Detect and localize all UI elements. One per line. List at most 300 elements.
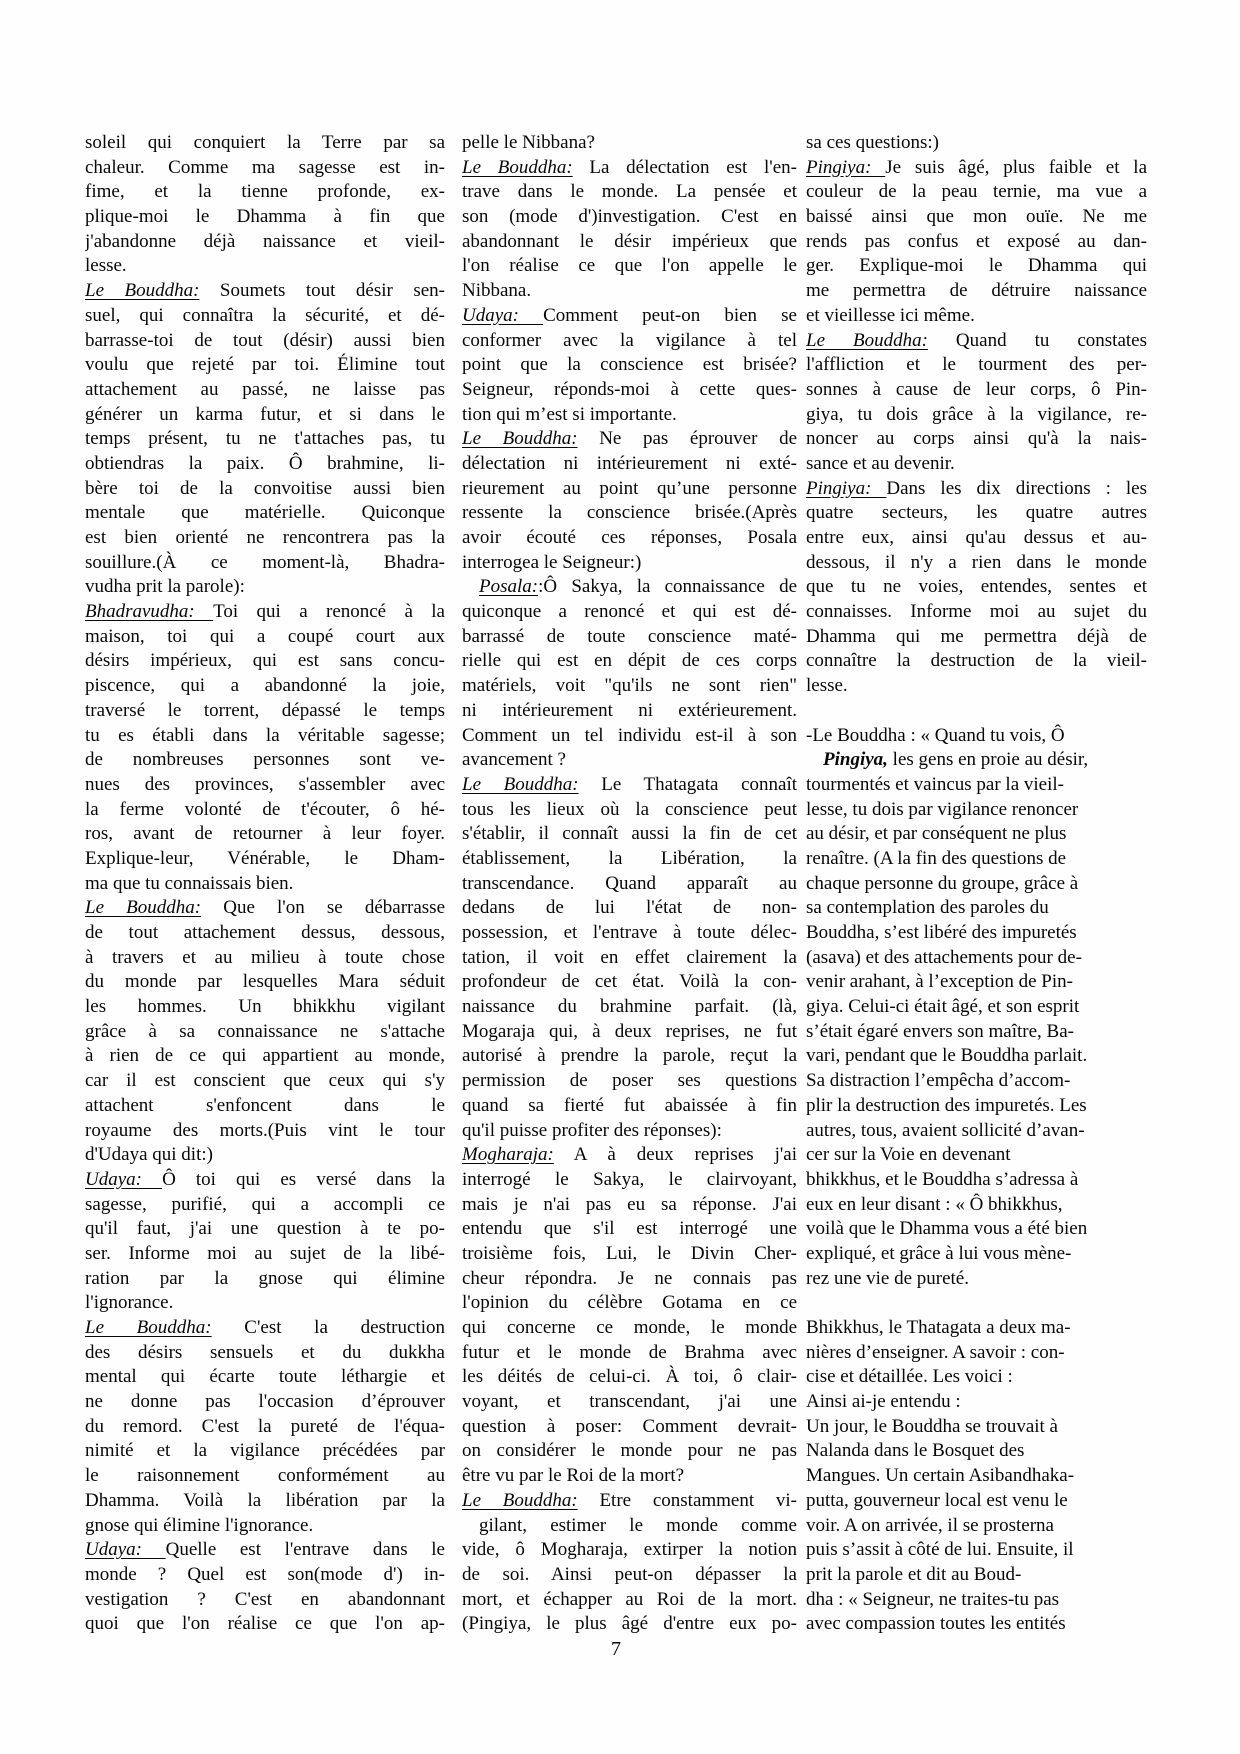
text-line: [85, 773, 445, 798]
text-line: [85, 1217, 445, 1242]
text-run: suel, qui connaîtra la sécurité, et dé-: [85, 304, 445, 326]
text-run: ni intérieurement ni extérieurement.: [462, 699, 797, 721]
text-run: les gens en proie au désir,: [887, 749, 1089, 771]
text-line: [462, 329, 797, 354]
text-run: d'Udaya qui dit:): [85, 1144, 213, 1166]
text-line: [85, 798, 445, 823]
speaker-label: Le Bouddha:: [85, 1317, 212, 1338]
text-line: [85, 748, 445, 773]
text-run: (asava) et des attachements pour de-: [806, 946, 1082, 968]
text-run: couleur de la peau ternie, ma vue a: [806, 181, 1147, 203]
text-run: rielle qui est en dépit de ces corps: [462, 650, 797, 672]
text-run: vestigation ? C'est en abandonnant: [85, 1588, 445, 1610]
text-run: cer sur la Voie en devenant: [806, 1144, 1011, 1166]
text-line: [462, 1193, 797, 1218]
text-line: [806, 1267, 1147, 1292]
text-run: ma que tu connaissais bien.: [85, 872, 294, 894]
text-run: cise et détaillée. Les voici :: [806, 1366, 1013, 1388]
text-line: [806, 551, 1147, 576]
text-run: baissé ainsi que mon ouïe. Ne me: [806, 206, 1147, 228]
text-line: [806, 353, 1147, 378]
text-line: [462, 1415, 797, 1440]
text-line: [85, 724, 445, 749]
text-line: [462, 822, 797, 847]
text-run: établissement, la Libération, la: [462, 847, 797, 869]
text-run: ros, avant de retourner à leur foyer.: [85, 823, 445, 845]
text-line: [85, 649, 445, 674]
text-line: [85, 452, 445, 477]
text-line: [462, 501, 797, 526]
text-line: [85, 1612, 445, 1637]
text-run: Sa distraction l’empêcha d’accom-: [806, 1070, 1071, 1092]
text-line: [462, 1341, 797, 1366]
text-line: [806, 921, 1147, 946]
text-run: eux en leur disant : « Ô bhikkhus,: [806, 1193, 1063, 1215]
text-line: [462, 1217, 797, 1242]
text-line: [85, 1094, 445, 1119]
speaker-label: Udaya:: [462, 304, 544, 326]
text-line: [85, 1464, 445, 1489]
text-line: [462, 1439, 797, 1464]
text-line: [462, 1020, 797, 1045]
text-run: profondeur de cet état. Voilà la con-: [462, 971, 797, 993]
text-run: gilant, estimer le monde comme: [479, 1514, 797, 1536]
text-run: qui concerne ce monde, le monde: [462, 1317, 797, 1338]
text-line: [806, 1291, 1147, 1316]
text-line: [462, 995, 797, 1020]
text-run: tourmentés et vaincus par la vieil-: [806, 773, 1064, 795]
text-run: l'on réalise ce que l'on appelle le: [462, 255, 797, 277]
text-line: [806, 1588, 1147, 1613]
text-run: l'ignorance.: [85, 1292, 174, 1314]
text-run: rez une vie de pureté.: [806, 1267, 969, 1289]
text-line: [462, 1069, 797, 1094]
text-run: Ainsi ai-je entendu :: [806, 1391, 961, 1413]
text-line: [85, 1439, 445, 1464]
text-line: [806, 403, 1147, 428]
text-line: [806, 1094, 1147, 1119]
text-line: [85, 1044, 445, 1069]
text-run: quatre secteurs, les quatre autres: [806, 502, 1147, 524]
text-line: [462, 1612, 797, 1637]
text-run: nimité et la vigilance précédées par: [85, 1440, 445, 1462]
text-run: renaître. (A la fin des questions de: [806, 847, 1067, 869]
text-line: [806, 304, 1147, 329]
text-run: ration par la gnose qui élimine: [85, 1267, 445, 1289]
text-run: abandonnant le désir impérieux que: [462, 230, 797, 252]
text-line: [85, 180, 445, 205]
text-line: [462, 1291, 797, 1316]
text-line: [85, 1415, 445, 1440]
text-line: [85, 156, 445, 181]
text-line: [462, 279, 797, 304]
text-line: [806, 1168, 1147, 1193]
text-run: obtiendras la paix. Ô brahmine, li-: [85, 452, 445, 474]
text-run: souillure.(À ce moment-là, Bhadra-: [85, 551, 445, 573]
text-line: [462, 600, 797, 625]
text-line: [462, 847, 797, 872]
speaker-label: Le Bouddha:: [85, 280, 200, 302]
text-line: [85, 1514, 445, 1539]
text-line: [806, 847, 1147, 872]
text-line: [462, 649, 797, 674]
text-run: matériels, voit "qu'ils ne sont rien": [462, 675, 797, 697]
text-run: qu'il faut, j'ai une question à te po-: [85, 1218, 445, 1240]
text-run: -Le Bouddha : « Quand tu vois, Ô: [806, 724, 1065, 746]
text-run: à travers et au milieu à toute chose: [85, 946, 445, 968]
text-run: du remord. C'est la pureté de l'équa-: [85, 1415, 445, 1437]
text-run: autorisé à prendre la parole, reçut la: [462, 1045, 797, 1067]
speaker-label: Le Bouddha:: [462, 156, 573, 178]
text-run: dedans de lui l'état de non-: [462, 897, 797, 919]
text-line: [85, 1563, 445, 1588]
text-line: [806, 575, 1147, 600]
text-line: [806, 896, 1147, 921]
text-line: [462, 724, 797, 749]
text-run: quiconque a renoncé et qui est dé-: [462, 601, 797, 623]
text-line: [806, 798, 1147, 823]
text-run: grâce à sa connaissance ne s'attache: [85, 1020, 445, 1042]
text-line: [462, 575, 797, 600]
text-line: [462, 1588, 797, 1613]
text-line: [462, 1242, 797, 1267]
text-line: [806, 748, 1147, 773]
text-line: [85, 378, 445, 403]
text-line: [462, 1316, 797, 1341]
text-line: [806, 1612, 1147, 1637]
text-run: générer un karma futur, et si dans le: [85, 403, 445, 425]
text-line: [85, 1341, 445, 1366]
text-run: Etre constamment vi-: [577, 1489, 797, 1511]
text-run: des désirs sensuels et du dukkha: [85, 1341, 445, 1363]
text-line: [462, 131, 797, 156]
text-line: [85, 1168, 445, 1193]
text-run: sagesse, purifié, qui a accompli ce: [85, 1193, 445, 1215]
speaker-label: Posala:: [479, 576, 539, 598]
text-line: [462, 946, 797, 971]
text-line: [85, 1489, 445, 1514]
text-line: [462, 526, 797, 551]
text-run: :Ô Sakya, la connaissance de: [538, 576, 797, 598]
text-run: quand sa fierté fut abaissée à fin: [462, 1094, 797, 1116]
text-run: Quelle est l'entrave dans le: [165, 1539, 445, 1561]
text-line: [85, 477, 445, 502]
text-line: [85, 304, 445, 329]
text-line: [462, 1514, 797, 1539]
text-line: [806, 970, 1147, 995]
text-run: avoir écouté ces réponses, Posala: [462, 527, 797, 548]
text-run: venir arahant, à l’exception de Pin-: [806, 971, 1073, 993]
speaker-label: Le Bouddha:: [85, 897, 202, 919]
text-line: [806, 477, 1147, 502]
text-run: qu'il puisse profiter des réponses):: [462, 1119, 722, 1141]
text-run: plique-moi le Dhamma à fin que: [85, 206, 445, 228]
text-run: nues des provinces, s'assembler avec: [85, 773, 445, 795]
text-run: Bhikkhus, le Thatagata a deux ma-: [806, 1317, 1071, 1338]
text-line: [806, 526, 1147, 551]
text-line: [462, 699, 797, 724]
text-line: [806, 625, 1147, 650]
text-run: naissance du brahmine parfait. (là,: [462, 996, 797, 1018]
text-run: rends pas confus et exposé au dan-: [806, 230, 1147, 252]
text-line: [806, 1020, 1147, 1045]
text-line: [806, 1538, 1147, 1563]
text-run: rieurement au point qu’une personne: [462, 477, 797, 499]
text-run: les hommes. Un bhikkhu vigilant: [85, 996, 445, 1018]
text-run: maison, toi qui a coupé court aux: [85, 625, 445, 647]
text-line: [806, 452, 1147, 477]
text-line: [806, 1069, 1147, 1094]
text-line: [85, 600, 445, 625]
text-run: royaume des morts.(Puis vint le tour: [85, 1119, 445, 1141]
text-run: trave dans le monde. La pensée et: [462, 181, 797, 203]
text-run: attachent s'enfoncent dans le: [85, 1094, 445, 1116]
speaker-label: Le Bouddha:: [806, 329, 928, 351]
text-line: [462, 872, 797, 897]
text-run: au désir, et par conséquent ne plus: [806, 823, 1067, 845]
text-run: question à poser: Comment devrait-: [462, 1415, 797, 1437]
text-run: temps présent, tu ne t'attaches pas, tu: [85, 428, 445, 450]
text-run: C'est la destruction: [211, 1317, 445, 1338]
text-line: [462, 1365, 797, 1390]
text-line: [462, 625, 797, 650]
text-line: [806, 378, 1147, 403]
text-run: Explique-leur, Vénérable, le Dham-: [85, 847, 445, 869]
text-line: [462, 1267, 797, 1292]
text-run: voir. A on arrivée, il se prosterna: [806, 1514, 1054, 1536]
text-run: A à deux reprises j'ai: [553, 1144, 797, 1166]
text-line: [85, 1143, 445, 1168]
text-run: chaleur. Comme ma sagesse est in-: [85, 156, 445, 178]
text-run: sa contemplation des paroles du: [806, 897, 1049, 919]
text-run: prit la parole et dit au Boud-: [806, 1563, 1022, 1585]
text-line: [462, 1464, 797, 1489]
text-run: fime, et la tienne profonde, ex-: [85, 181, 445, 203]
speaker-label: Udaya:: [85, 1539, 166, 1561]
speaker-label: Le Bouddha:: [462, 773, 579, 795]
text-run: plir la destruction des impuretés. Les: [806, 1094, 1087, 1116]
text-line: [806, 872, 1147, 897]
text-line: [462, 1390, 797, 1415]
text-line: [806, 1341, 1147, 1366]
text-column-right: [806, 131, 1147, 1637]
text-run: traversé le torrent, dépassé le temps: [85, 699, 445, 721]
text-line: [462, 205, 797, 230]
text-run: point que la conscience est brisée?: [462, 354, 797, 376]
speaker-label: Bhadravudha:: [85, 601, 214, 623]
text-run: Nalanda dans le Bosquet des: [806, 1440, 1025, 1462]
text-run: futur et le monde de Brahma avec: [462, 1341, 797, 1363]
text-line: [85, 970, 445, 995]
text-line: [462, 1168, 797, 1193]
text-line: [85, 230, 445, 255]
text-line: [462, 896, 797, 921]
text-line: [85, 526, 445, 551]
text-line: [462, 798, 797, 823]
text-run: Seigneur, réponds-moi à cette ques-: [462, 378, 797, 400]
text-line: [462, 1563, 797, 1588]
text-run: de soi. Ainsi peut-on dépasser la: [462, 1563, 797, 1585]
text-run: barrasse-toi de tout (désir) aussi bien: [85, 329, 445, 351]
text-line: [806, 699, 1147, 724]
text-line: [85, 1069, 445, 1094]
text-run: troisième fois, Lui, le Divin Cher-: [462, 1242, 797, 1264]
text-line: [806, 1563, 1147, 1588]
text-line: [85, 551, 445, 576]
text-run: son (mode d')investigation. C'est en: [462, 206, 797, 228]
text-run: attachement au passé, ne laisse pas: [85, 378, 445, 400]
text-run: s'établir, il connaît aussi la fin de cet: [462, 823, 797, 845]
text-run: dessous, il n'y a rien dans le monde: [806, 551, 1147, 573]
text-line: [806, 1143, 1147, 1168]
text-line: [806, 279, 1147, 304]
text-line: [85, 254, 445, 279]
text-line: [806, 180, 1147, 205]
text-run: Comment peut-on bien se: [543, 304, 797, 326]
text-run: piscence, qui a abandonné la joie,: [85, 675, 445, 697]
page-number: 7: [611, 1638, 621, 1660]
text-run: entendu que s'il est interrogé une: [462, 1218, 797, 1240]
text-run: Dhamma. Voilà la libération par la: [85, 1489, 445, 1511]
text-run: vari, pendant que le Bouddha parlait.: [806, 1045, 1088, 1067]
text-run: ser. Informe moi au sujet de la libé-: [85, 1242, 445, 1264]
text-run: Comment un tel individu est-il à son: [462, 724, 797, 746]
text-run: l'affliction et le tourment des per-: [806, 354, 1147, 376]
text-run: que tu ne voies, entendes, sentes et: [806, 576, 1147, 598]
text-run: ne donne pas l'occasion d’éprouver: [85, 1391, 445, 1413]
text-column-left: [85, 131, 445, 1637]
text-run: Le Thatagata connaît: [578, 773, 797, 795]
text-line: [806, 995, 1147, 1020]
text-line: [85, 1365, 445, 1390]
text-run: quoi que l'on réalise ce que l'on ap-: [85, 1613, 445, 1635]
text-run: monde ? Quel est son(mode d') in-: [85, 1563, 445, 1585]
text-line: [85, 1119, 445, 1144]
text-run: mort, et échapper au Roi de la mort.: [462, 1588, 797, 1610]
text-line: [462, 427, 797, 452]
text-run: dha : « Seigneur, ne traites-tu pas: [806, 1588, 1060, 1610]
text-line: [85, 896, 445, 921]
text-line: [806, 1365, 1147, 1390]
text-line: [462, 773, 797, 798]
text-line: [806, 600, 1147, 625]
text-line: [85, 847, 445, 872]
text-line: [85, 1390, 445, 1415]
text-line: [462, 748, 797, 773]
text-line: [85, 131, 445, 156]
text-run: transcendance. Quand apparaît au: [462, 872, 797, 894]
text-run: entre eux, ainsi qu'au dessus et au-: [806, 527, 1147, 548]
text-run: désirs impérieux, qui est sans concu-: [85, 650, 445, 672]
text-run: soleil qui conquiert la Terre par sa: [85, 132, 445, 153]
text-run: pelle le Nibbana?: [462, 132, 595, 153]
text-run: mais je n'ai pas eu sa réponse. J'ai: [462, 1193, 797, 1215]
speaker-label: Le Bouddha:: [462, 428, 578, 450]
text-run: mental qui écarte toute léthargie et: [85, 1366, 445, 1388]
text-run: putta, gouverneur local est venu le: [806, 1489, 1068, 1511]
text-run: lesse.: [85, 255, 127, 277]
text-run: avancement ?: [462, 749, 566, 771]
text-line: [462, 353, 797, 378]
text-line: [462, 1143, 797, 1168]
text-line: [85, 1291, 445, 1316]
text-line: [85, 625, 445, 650]
speaker-label: Udaya:: [85, 1168, 163, 1190]
text-run: me permettra de détruire naissance: [806, 280, 1147, 302]
text-line: [85, 699, 445, 724]
text-run: Mogaraja qui, à deux reprises, ne fut: [462, 1020, 797, 1042]
speaker-label: Mogharaja:: [462, 1144, 554, 1166]
text-line: [85, 1538, 445, 1563]
text-line: [806, 1044, 1147, 1069]
text-line: [806, 1217, 1147, 1242]
text-line: [806, 1242, 1147, 1267]
text-run: bhikkhus, et le Bouddha s’adressa à: [806, 1168, 1079, 1190]
text-run: car il est conscient que ceux qui s'y: [85, 1070, 445, 1092]
text-line: [85, 921, 445, 946]
text-run: cheur répondra. Je ne connais pas: [462, 1267, 797, 1289]
text-run: barrassé de toute conscience maté-: [462, 625, 797, 647]
text-line: [806, 1464, 1147, 1489]
text-run: avec compassion toutes les entités: [806, 1613, 1066, 1635]
text-line: [462, 180, 797, 205]
text-line: [806, 131, 1147, 156]
text-line: [806, 674, 1147, 699]
text-line: [462, 1094, 797, 1119]
text-run: bère toi de la convoitise aussi bien: [85, 477, 445, 499]
text-run: voulu que rejeté par toi. Élimine tout: [85, 354, 445, 376]
text-line: [462, 970, 797, 995]
text-line: [806, 230, 1147, 255]
text-run: expliqué, et grâce à lui vous mène-: [806, 1242, 1072, 1264]
text-run: nières d’enseigner. A savoir : con-: [806, 1341, 1065, 1363]
text-run: j'abandonne déjà naissance et vieil-: [85, 230, 445, 252]
text-run: tous les lieux où la conscience peut: [462, 798, 797, 820]
text-run: Bouddha, s’est libéré des impuretés: [806, 922, 1077, 943]
text-run: délectation ni intérieurement ni exté-: [462, 452, 797, 474]
text-line: [85, 995, 445, 1020]
text-run: ressente la conscience brisée.(Après: [462, 502, 797, 524]
text-run: Que l'on se débarrasse: [201, 897, 445, 919]
text-run: autres, tous, avaient sollicité d’avan-: [806, 1119, 1085, 1141]
text-line: [462, 551, 797, 576]
text-line: [806, 822, 1147, 847]
text-run: s’était égaré envers son maître, Ba-: [806, 1020, 1074, 1042]
text-line: [85, 1193, 445, 1218]
text-line: [462, 156, 797, 181]
text-run: Pingiya,: [823, 749, 888, 771]
text-line: [85, 822, 445, 847]
text-run: Mangues. Un certain Asibandhaka-: [806, 1465, 1075, 1487]
text-run: interrogé le Sakya, le clairvoyant,: [462, 1168, 797, 1190]
text-line: [85, 427, 445, 452]
text-run: de nombreuses personnes sont ve-: [85, 749, 445, 771]
text-line: [85, 872, 445, 897]
text-run: du monde par lesquelles Mara séduit: [85, 971, 445, 993]
text-line: [85, 1020, 445, 1045]
text-run: (Pingiya, le plus âgé d'entre eux po-: [462, 1613, 797, 1635]
text-line: [806, 427, 1147, 452]
text-run: tu es établi dans la véritable sagesse;: [85, 724, 445, 746]
speaker-label: Pingiya:: [806, 477, 887, 499]
text-run: chaque personne du groupe, grâce à: [806, 872, 1079, 894]
text-run: connaisses. Informe moi au sujet du: [806, 601, 1147, 623]
text-line: [462, 230, 797, 255]
text-line: [462, 921, 797, 946]
text-line: [462, 1489, 797, 1514]
text-line: [806, 329, 1147, 354]
text-run: lesse, tu dois par vigilance renoncer: [806, 798, 1079, 820]
